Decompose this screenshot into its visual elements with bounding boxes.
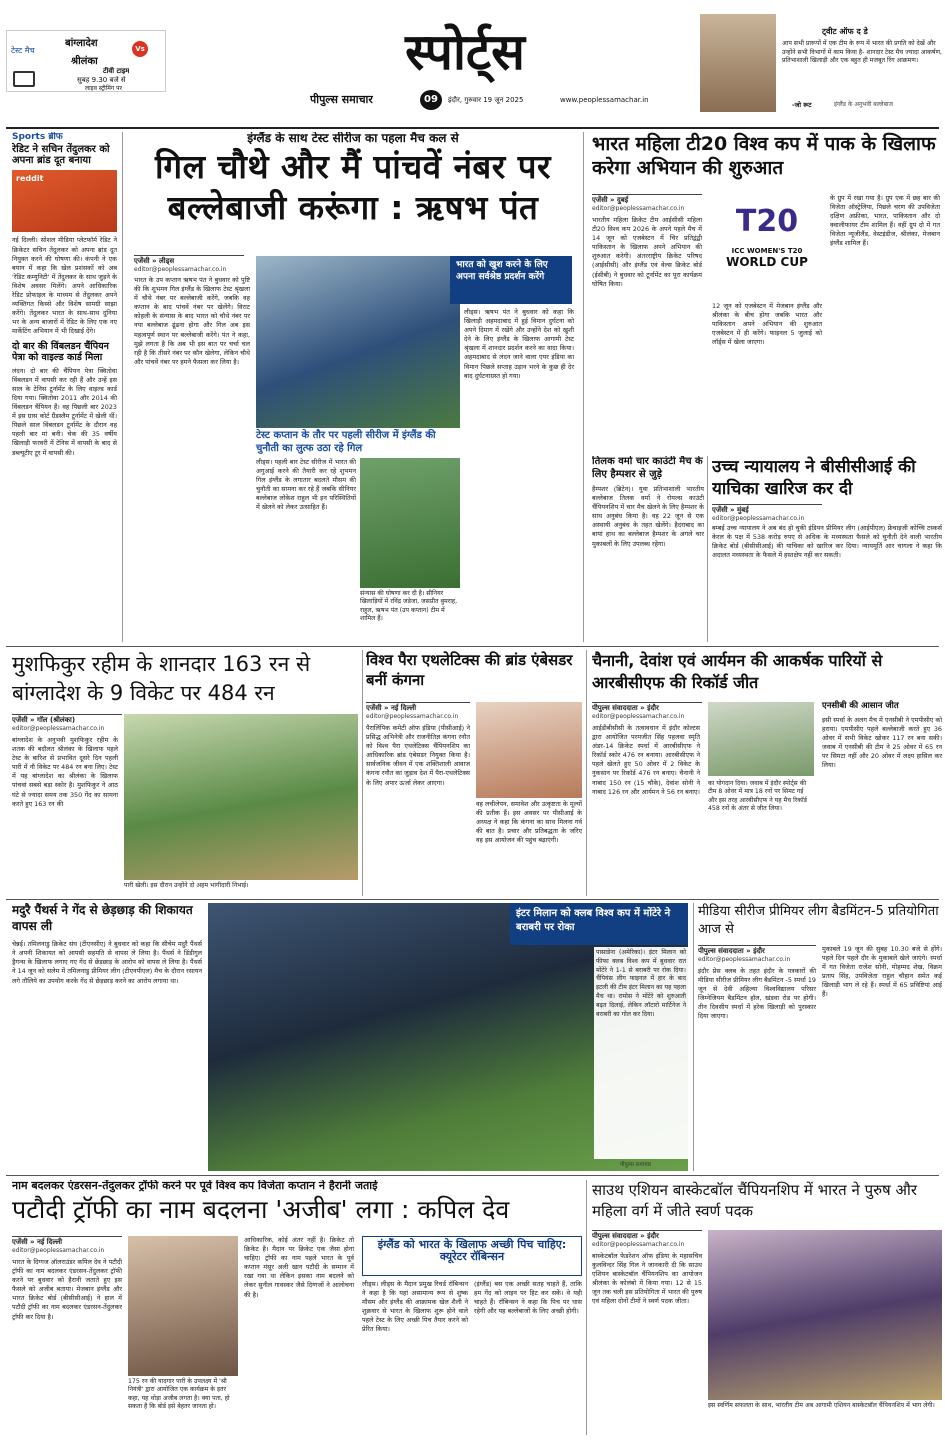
tv-time: सुबह 9.30 बजे से [77,76,126,84]
bcci-story [712,456,942,642]
lead-byline: एजेंसी » लीड्स [134,255,244,266]
match-label: टेस्ट मैच [11,46,35,55]
pataudi-body-2: आधिकारिक, कोई अंतर नहीं है। क्रिकेट तो क्रिकेट है। मैदान पर क्रिकेट एक जैसा होना चाहिए। ट्रॉफी का नाम पहले भारत के पूर्व कप्तान मंसूर अली खान पटौदी के सम्मान में रखा गया था लेकिन इसका नाम बदलने को लेकर सुनील गावस्कर जैसे दिग्गजों ने आलोचना की है। [244,1236,354,1299]
basketball-email: editor@peoplessamachar.co.in [592,1241,685,1248]
gill-batting-photo [360,458,460,588]
t20-logo-mark: T20 [735,204,799,239]
pataudi-email: editor@peoplessamachar.co.in [12,1247,105,1254]
page-number: 09 [420,90,442,110]
media-league-body: इंदौर प्रेस क्लब के तहत इंदौर के पत्रकारों की मीडिया सीरीज प्रीमियर लीग बैडमिंटन -5 स्पर्धा 19 जून से देवी अहिल्या विश्वविद्यालय परिसर जिम्नेजियम बैडमिंटन हॉल, खंडवा रोड पर होगी। तीन दिवसीय स्पर्धा में हरेक खिलाड़ी को पुरस्कार दिया जाएगा। [698,967,816,1021]
women-t20-col3: के ग्रुप में रखा गया है। ग्रुप एक में छह बार की विजेता ऑस्ट्रेलिया, पिछले चरण की उपविजेता दक्षिण अफ्रीका, भारत, पाकिस्तान और दो क्वालीफायर टीम शामिल हैं। वहीं ग्रुप दो में गत विजेता न्यूजीलैंड, वेस्टइंडीज, श्रीलंका, मेजबान इंग्लैंड शामिल हैं। [830,194,940,248]
vs-badge: Vs [132,41,148,57]
pataudi-caption: 175 रन की यादगार पारी के उपलक्ष्य में 'श्री नियंत्री' द्वारा आयोजित एक कार्यक्रम के इतर कहा, यह थोड़ा अजीब लगता है। क्या पता, हो सकता है कि बोर्ड इसे बेहतर जानता हो। [128,1378,230,1411]
media-league-story [698,903,942,1171]
kangana-story [366,650,582,896]
tv-channel: लाइव स्ट्रीमिंग पर [85,85,123,92]
reddit-photo [12,170,117,232]
tweet-box [782,26,942,116]
pataudi-byline: एजेंसी » नई दिल्ली [12,1236,122,1247]
kangana-body: पैरालिंपिक कमेटी ऑफ इंडिया (पीसीआई) ने प्रसिद्ध अभिनेत्री और राजनीतिज्ञ कंगना रनौत को विश्व पैरा एथलेटिक्स चैंपियनशिप का आधिकारिक ब्रांड एंबेसडर नियुक्त किया है। सार्वजनिक जीवन में एक शक्तिशाली आवाज कंगना रनौत का जुड़ाव देश में पैरा-एथलेटिक्स के लिए अपार ऊर्जा लेकर आएगा। [366,724,470,787]
lead-headline: गिल चौथे और मैं पांचवें नंबर पर बल्लेबाजी करूंगा : ऋषभ पंत [154,147,551,227]
curator-body: लीड्स। लीड्स के मैदान प्रमुख रिचर्ड रॉबिन्सन ने कहा है कि यहां असामान्य रूप से शुष्क मौसम और इंग्लैंड की आक्रामक खेल शैली ने शुक्रवार से भारत के खिलाफ शुरू होने वाले पहले टेस्ट के लिए अच्छी पिच तैयार करने को प्रेरित किया। [362,1280,468,1334]
inter-body-box [594,947,688,1159]
lead-email: editor@peoplessamachar.co.in [134,266,227,273]
ncb-body: इसी स्पर्धा के अलग मैच में एनसीबी ने एमपीसीए को हराया। एमपीसीए पहले बल्लेबाजी करते हुए 36 ओवर में सभी विकेट खोकर 117 रन बना सकी। जवाब में एनसीबी की टीम ने 25 ओवर में 65 रन पर सिमटा नहीं और 20 ओवर में लक्ष्य हासिल कर लिया। [822,716,942,770]
rbcf-caption: का योगदान दिया। जवाब में इंदौर स्पोर्ट्स की टीम 8 ओवर में मात्र 18 रनों पर सिमट गई और इस तरह आरबीसीएफ ने यह मैच रिकॉर्ड 458 रनों के अंतर से जीत लिया। [708,780,807,813]
basketball-caption: इस स्वर्णिम सफलता के साथ, भारतीय टीम अब आगामी एशियन बास्केटबॉल चैंपियनशिप में भाग लेगी। [708,1402,935,1409]
team1: बांग्लादेश [65,38,98,49]
dateline: इंदौर, गुरुवार 19 जून 2025 [448,96,524,104]
tilak-story [592,456,704,642]
kangana-byline: एजेंसी » नई दिल्ली [366,702,470,713]
pataudi-kicker: नाम बदलकर एंडरसन-तेंदुलकर ट्रॉफी करने पर पूर्व विश्व कप विजेता कप्तान ने हैरानी जताई [12,1180,378,1192]
lead-side-body: लीड्स। ऋषभ पंत ने बुधवार को कहा कि खिलाड़ी अहमदाबाद में हुई विमान दुर्घटना को अपने दिमाग में रखेंगे और उन्होंने देश को खुशी देने के लिए इंग्लैंड के खिलाफ आगामी टेस्ट श्रृंखला में शानदार प्रदर्शन करने का वादा किया। अहमदाबाद से लंदन जाने वाला एयर इंडिया का विमान पिछले सप्ताह उड़ान भरने के कुछ ही देर बाद दुर्घटनाग्रस्त हो गया। [464,308,574,380]
madurai-headline: मदुरै पैंथर्स ने गेंद से छेड़छाड़ की शिकायत वापस ली [12,903,193,933]
basketball-body: बास्केटबॉल फेडरेशन ऑफ इंडिया के महासचिव कुलविन्दर सिंह गिल ने जानकारी दी कि साउथ एशियन बास्केटबॉल चैंपियनशिप का आयोजन श्रीलंका के कोलंबो में किया गया। 12 से 15 जून तक चली इस प्रतियोगिता में भारत की पुरुष एवं महिला दोनों टीमों ने स्वर्ण पदक जीता। [592,1252,702,1306]
tilak-body: हैम्पशर (ब्रिटेन)। युवा प्रतिभाशाली भारतीय बल्लेबाज तिलक वर्मा ने रोयल्स काउंटी चैंपियनशिप में चार मैच खेलने के लिए हैम्पशर के साथ अनुबंध किया है। वह 22 जून से एक अस्थायी अनुबंध के तहत खेलेंगे। हैदराबाद का बायां हाथ का बल्लेबाज हैम्पशर के अगले चार मुकाबलों के लिए उपलब्ध रहेगा। [592,485,704,548]
madurai-story [12,903,202,1171]
women-t20-headline: भारत महिला टी20 विश्व कप में पाक के खिलाफ करेगा अभियान की शुरुआत [592,133,936,180]
women-t20-body: भारतीय महिला क्रिकेट टीम आईसीसी महिला टी20 विश्व कप 2026 के अपने पहले मैच में 14 जून को एजबेस्टन में चिर प्रतिद्वंद्वी पाकिस्तान के खिलाफ अपने अभियान की शुरुआत करेगी। अंतरराष्ट्रीय क्रिकेट परिषद (आईसीसी) और इंग्लैंड एवं वेल्स क्रिकेट बोर्ड (ईसीबी) ने बुधवार को टूर्नामेंट का पूरा कार्यक्रम घोषित किया। [592,216,702,288]
sports-brief [12,132,117,642]
mushfiq-story [12,650,358,896]
brief-headline: रेडिट ने सचिन तेंदुलकर को अपना ब्रांड दूत बनाया [12,144,110,167]
reddit-logo: reddit [16,174,44,184]
tweet-role: इंग्लैंड के अनुभवी बल्लेबाज [834,101,893,108]
rbcf-photo [708,702,814,776]
paper-name: पीपुल्स समाचार [310,93,373,106]
bcci-email: editor@peoplessamachar.co.in [712,515,805,523]
media-league-email: editor@peoplessamachar.co.in [698,956,791,963]
lead-kicker: इंग्लैंड के साथ टेस्ट सीरीज का पहला मैच कल से [247,132,459,145]
tv-label: टीवी टाइम [103,67,130,75]
brief-body-2: लंदन। दो बार की चैंपियन पेत्रा क्वितोवा विंबलडन में वापसी कर रही हैं और उन्हें इस साल के टेनिस टूर्नामेंट के लिए वाइल्ड कार्ड दिया गया। क्वितोवा 2011 और 2014 की विंबलडन चैंपियन हैं। वह पिछली बार 2023 में इस ग्रास कोर्ट ग्रैंडस्लैम टूर्नामेंट में खेली थीं। पिछले साल विंबलडन टूर्नामेंट के दौरान वह पहली बार मां बनी। चेक की 35 वर्षीय खिलाड़ी फरवरी में टेनिस में वापसी के बाद से डब्ल्यूटीए टूर में वापसी की। [12,366,117,457]
pataudi-headline: पटौदी ट्रॉफी का नाम बदलना 'अजीब' लगा : कपिल देव [12,1195,510,1225]
media-league-headline: मीडिया सीरीज प्रीमियर लीग बैडमिंटन-5 प्रतियोगिता आज से [698,904,939,937]
women-t20-story [592,132,942,452]
tilak-headline: तिलक वर्मा चार काउंटी मैच के लिए हैम्पशर से जुड़े [592,456,703,480]
lead-subhead: टेस्ट कप्तान के तौर पर पहली सीरीज में इंग्लैंड की चुनौती का लुत्फ उठा रहे गिल [256,430,436,454]
madurai-body: चेन्नई। तमिलनाडु क्रिकेट संघ (टीएनसीए) ने बुधवार को कहा कि सीचेम मदुरै पैंथर्स ने अपनी शिकायत को आपसी सहमति से वापस ले लिया है। पैंथर्स ने डिंडीगुल ड्रैगन्स के खिलाफ लगाए गए गेंद से छेड़छाड़ के आरोप को वापस ले लिया है। पैंथर्स ने 14 जून को सलेम में तमिलनाडु प्रीमियर लीग (टीएनपीएल) मैच के दौरान रसायन लगे तौलिये का उपयोग करके गेंद से छेड़छाड़ करने का आरोप लगाया था। [12,940,202,985]
section-title: स्पोर्ट्स [405,22,525,81]
tweet-text: आप सभी प्रारूपों में एक टीम के रूप में भारत की प्रगति को देखें और उन्होंने सभी विभागों में काम किया है- शानदार टेस्ट मैच ज्यादा आकर्षण, प्रतिभाशाली खिलाड़ी और एक बहुत ही मजबूत रिंग आक्रमण। [782,40,942,65]
women-t20-body-2: 12 जून को एजबेस्टन में मेजबान इंग्लैंड और श्रीलंका के बीच होगा जबकि भारत और पाकिस्तान अपने अभियान की शुरुआत एजबेस्टन में ही करेंगे। फाइनल 5 जुलाई को लॉर्ड्स में खेला जाएगा। [712,302,822,347]
inter-body: पासाडेना (अमेरिका)। इंटर मिलान को फीफा क्लब विश्व कप में बुधवार रात मोंटेरे ने 1-1 से बराबरी पर रोक दिया। चैंपियंस लीग फाइनल में हार के बाद इटली की टीम इंटर मिलान का यह पहला मैच था। रामोस ने मोंटेरे को शुरुआती बढ़त दिलाई, लेकिन लॉटारो मार्टिनेज ने बराबरी का गोल कर दिया। [596,949,686,1018]
match-box [6,30,166,92]
inter-headline: इंटर मिलान को क्लब विश्व कप में मोंटेरे ने बराबरी पर रोका [510,903,688,945]
joe-root-photo [700,14,776,112]
inter-photo-credit: पीपुल्स समाचार [620,1162,652,1168]
basketball-story [592,1180,942,1435]
t20-logo [712,194,822,298]
lead-photo2-caption: संन्यास की घोषणा कर दी है। सीनियर खिलाड़ियों में रविंद्र जडेजा, जसप्रीत बुमराह, राहुल, ऋषभ पंत (उप कप्तान) टीम में शामिल हैं। [360,590,458,623]
mushfiq-email: editor@peoplessamachar.co.in [12,725,105,732]
team2: श्रीलंका [71,56,98,67]
t20-logo-line2: ICC WOMEN'S T20 [731,247,803,255]
curator-body-2: (इंग्लैंड) बस एक अच्छी सतह चाहते हैं, ताकि हम गेंद को लाइन पर हिट कर सकें। वे यही चाहते हैं। रॉबिन्सन ने कहा कि पिच पर घास रहेगी और यह बल्लेबाजों के लिए अच्छी होगी। [474,1280,582,1316]
media-league-byline: पीपुल्स संवाददाता » इंदौर [698,945,816,956]
basketball-byline: पीपुल्स संवाददाता » इंदौर [592,1230,702,1241]
kangana-body-2: वह लचीलेपन, समावेश और उत्कृष्टता के मूल्यों की प्रतीक हैं। इस अवसर पर पीसीआई के अध्यक्ष ने कहा कि कंगना का साथ मिलना गर्व की बात है। प्रचार और प्रतिबद्धता के जरिए वह इस आयोजन की पहुंच बढ़ाएंगी। [476,800,582,845]
bcci-headline: उच्च न्यायालय ने बीसीसीआई की याचिका खारिज कर दी [712,457,916,500]
kangana-headline: विश्व पैरा एथलेटिक्स की ब्रांड एंबेसडर बनीं कंगना [366,651,573,690]
lead-photo-label: भारत को खुश करने के लिए अपना सर्वश्रेष्ठ प्रदर्शन करेंगे [450,256,572,304]
tweet-author: -जो रूट [792,101,812,109]
pant-gill-photo [256,256,460,428]
lead-body: भारत के उप कप्तान ऋषभ पंत ने बुधवार को पुष्टि की कि शुभमन गिल इंग्लैंड के खिलाफ टेस्ट श्रृंखला में चौथे नंबर पर बल्लेबाजी करेंगे, जबकि वह कप्तान के बाद पांचवें नंबर पर खेलेंगे। विराट कोहली के संन्यास के बाद भारत को चौथे नंबर पर नया बल्लेबाज ढूंढना होगा और गिल अब इस महत्वपूर्ण स्थान पर बल्लेबाजी करेंगे। पंत ने कहा, मुझे लगता है कि अब भी इस बात पर चर्चा चल रही है कि तीसरे नंबर पर कौन खेलेगा, लेकिन चौथे और पांचवें नंबर पर हमने फैसला कर लिया है। [134,276,250,366]
kapil-dev-photo [128,1236,238,1376]
bcci-body: बम्बई उच्च न्यायालय ने अब बंद हो चुकी इंडियन प्रीमियर लीग (आईपीएल) फ्रेंचाइजी कोच्चि टस्कर्स केरल के पक्ष में 538 करोड़ रुपए से अधिक के मध्यस्थता फैसले को चुनौती देने वाली भारतीय क्रिकेट बोर्ड (बीसीसीआई) की याचिका को खारिज कर दिया। न्यायमूर्ति आर चागला ने कहा कि अदालत मध्यस्थता के फैसले में हस्तक्षेप नहीं कर सकती। [712,524,942,560]
mushfiq-headline: मुशफिकुर रहीम के शानदार 163 रन से बांग्लादेश के 9 विकेट पर 484 रन [12,652,311,706]
ncb-title: एनसीबी की आसान जीत [822,701,899,711]
curator-headline: इंग्लैंड को भारत के खिलाफ अच्छी पिच चाहिए: क्यूरेटर रॉबिन्सन [377,1238,567,1264]
mushfiq-body: बांग्लादेश के अनुभवी मुशफिकुर रहीम के शतक की बदौलत श्रीलंका के खिलाफ पहले टेस्ट के बारिश से प्रभावित दूसरे दिन पहली पारी में नौ विकेट पर 484 रन बना लिए। टेस्ट में यह बांग्लादेश का श्रीलंका के खिलाफ पांचवां सबसे बड़ा स्कोर है। मुशफिकुर ने आठ घंटे से ज्यादा समय तक 350 गेंद का सामना करते हुए 163 रन की [12,736,118,808]
lead-story [128,132,578,642]
brief-headline-2: दो बार की विंबलडन चैंपियन पेत्रा को वाइल्ड कार्ड मिला [12,341,109,364]
basketball-headline: साउथ एशियन बास्केटबॉल चैंपियनशिप में भारत ने पुरुष और महिला वर्ग में जीते स्वर्ण पदक [592,1181,917,1220]
brief-body: नई दिल्ली। सोशल मीडिया प्लेटफॉर्म रेडिट ने क्रिकेटर सचिन तेंदुलकर को अपना ब्रांड दूत नियुक्त करने की घोषणा की। कंपनी ने एक बयान में कहा कि खेल प्रशंसकों को अब 'रेडिट कम्युनिटी' में तेंदुलकर के साथ जुड़ने के विशेष अवसर मिलेंगे। अपने आधिकारिक रेडिट प्रोफाइल के माध्यम से तेंदुलकर अपने व्यक्तिगत किस्से और विशेष सामग्री साझा करेंगे। तेंदुलकर भारत के साथ-साथ दुनिया भर के अन्य बाजारों में रेडिट के लिए एक नए मार्केटिंग अभियान में भी दिखाई देंगे। [12,236,117,336]
rbcf-byline: पीपुल्स संवाददाता » इंदौर [592,702,702,713]
kangana-photo [476,702,582,798]
mushfiq-byline: एजेंसी » गॉल (श्रीलंका) [12,714,122,725]
mushfiq-caption: पारी खेली। इस दौरान उन्होंने दो अहम भागीदारी निभाई। [124,882,249,889]
pataudi-body: भारत के दिग्गज ऑलराउंडर कपिल देव ने पटौदी ट्रॉफी का नाम बदलकर एंडरसन-तेंदुलकर ट्रॉफी करने पर बुधवार को हैरानी जताते हुए इस फैसले को अजीब बताया। मेजबान इंग्लैंड और भारत क्रिकेट बोर्ड (बीसीसीआई) ने हाल में पटौदी ट्रॉफी का नाम बदलकर एंडरसन-तेंदुलकर ट्रॉफी कर दिया है। [12,1258,122,1321]
brief-logo: Sports ब्रीफ [12,132,63,142]
t20-logo-line3: WORLD CUP [726,255,808,269]
tv-icon [13,71,35,87]
women-t20-byline: एजेंसी » दुबई [592,194,702,205]
women-t20-email: editor@peoplessamachar.co.in [592,205,685,212]
bcci-byline: एजेंसी » मुंबई [712,504,822,515]
website: www.peoplessamachar.in [560,96,649,104]
curator-headline-box [362,1236,582,1276]
kangana-email: editor@peoplessamachar.co.in [366,713,459,720]
curator-story [362,1236,582,1436]
basketball-photo [708,1230,942,1400]
rbcf-body: आईडीबीसीसी के तत्वावधान में इंदौर कोल्टस द्वारा आयोजित परमजीत सिंह पहलवा स्मृति अंडर-14 क्रिकेट स्पर्धा में आरबीसीएफ ने रिकॉर्ड स्कोर 476 रन बनाया। आरबीसीएफ ने पहले खेलते हुए 50 ओवर में 2 विकेट के नुकसान पर रिकॉर्ड 476 रन बनाए। चैनानी ने नाबाद 150 रन (15 चौके), देवांश सोनी ने नाबाद 126 रन और आर्यमन ने 56 रन बनाए। [592,724,700,796]
rbcf-email: editor@peoplessamachar.co.in [592,713,685,720]
masthead [0,0,945,128]
rbcf-headline: चैनानी, देवांश एवं आर्यमन की आकर्षक पारियों से आरबीसीएफ की रिकॉर्ड जीत [592,651,883,693]
lead-body-2: लीड्स। पहली बार टेस्ट सीरीज में भारत की अगुआई करने की तैयारी कर रहे शुभमन गिल इंग्लैंड के लगातार बदलते मौसम की चुनौती का सामना कर रहे हैं जबकि सीनियर बल्लेबाज लोकेश राहुल भी इन परिस्थितियों में खेलने को लेकर उत्साहित हैं। [256,458,356,512]
tweet-label: ट्वीट ऑफ द डे [822,27,868,36]
mushfiq-photo [124,714,358,880]
media-league-body-2: मुकाबले 19 जून की सुबह 10.30 बजे से होंगे। पहले दिन पहले दौर के मुकाबले खेले जाएंगे। स्पर्धा में गत विजेता राजेश सोनी, मोहम्मद शेख, विक्रम प्रताप सिंह, उपविजेता राहुल चौहान समेत कई खिलाड़ी भाग ले रहे हैं। स्पर्धा में 65 प्रविष्टियां आई हैं। [822,945,942,999]
rbcf-story [592,650,942,896]
